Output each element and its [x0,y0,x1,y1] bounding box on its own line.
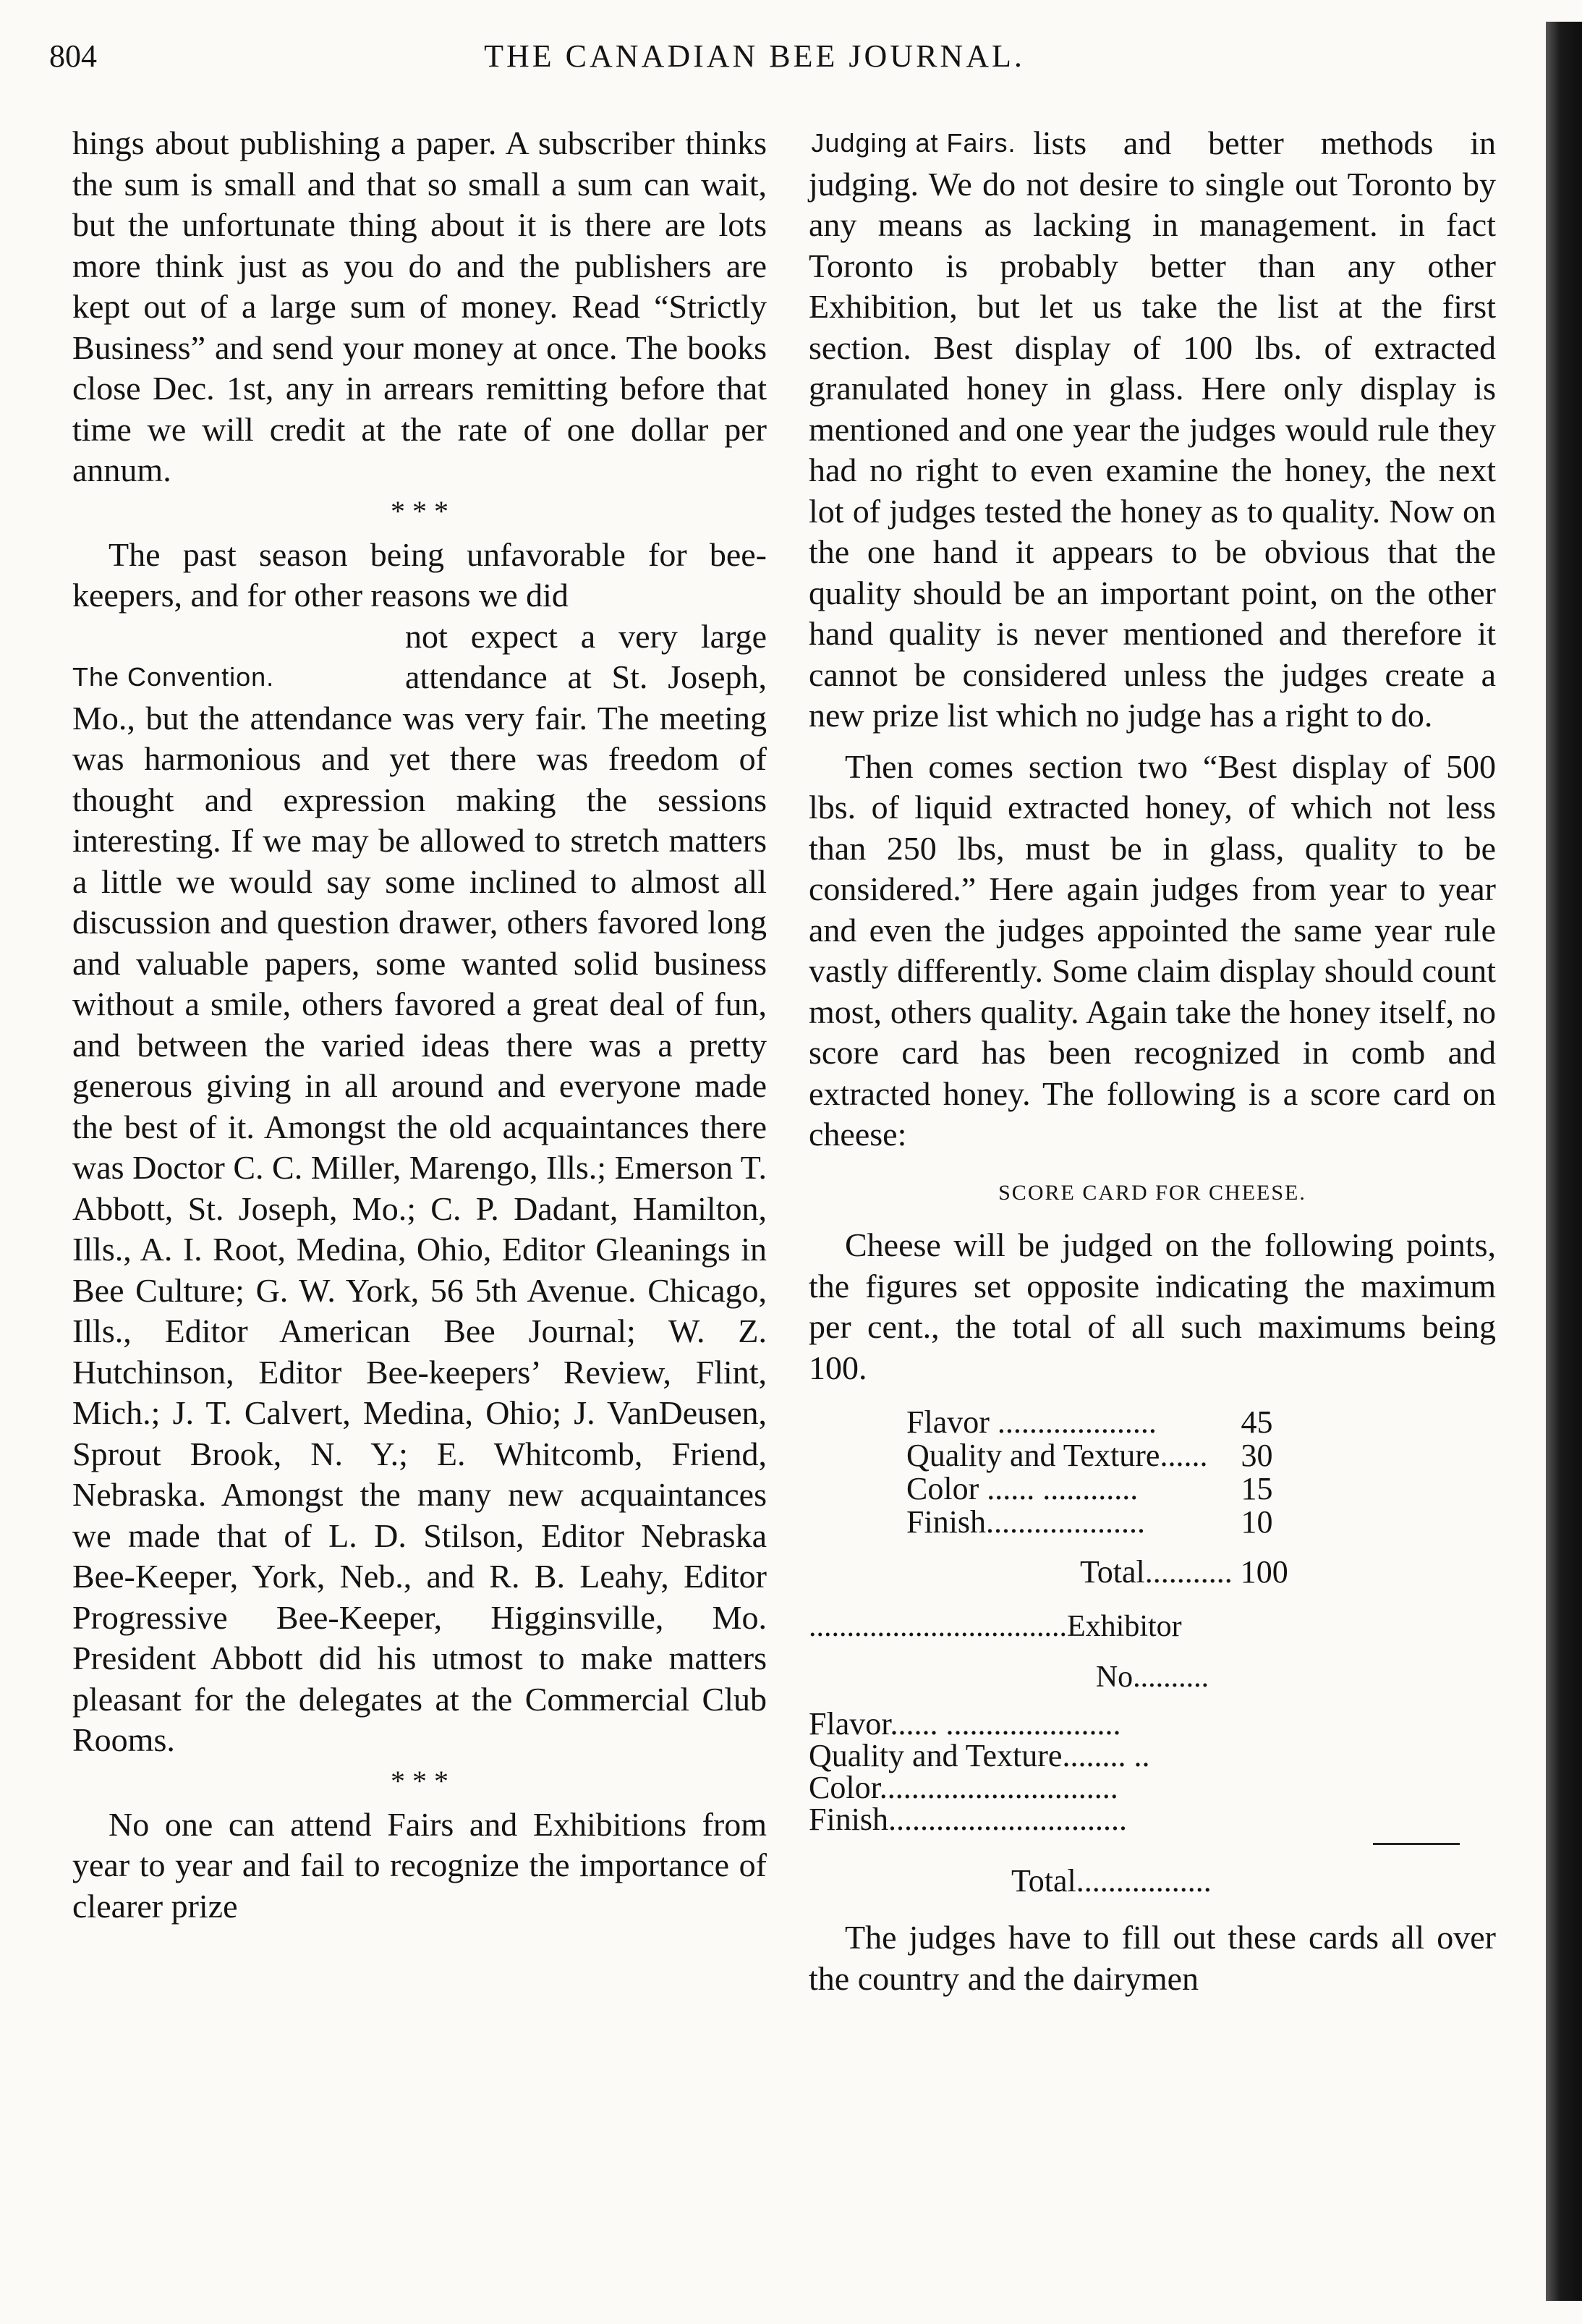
score-row [906,1506,1272,1539]
left-paragraph-3: No one can attend Fairs and Exhibitions from year to year and fail to recognize the importance of clearer prize [72,1805,767,1925]
score-item-value: 15 [1241,1471,1273,1506]
blank-total: Total................. [1011,1862,1212,1899]
left-paragraph-1: hings about publishing a paper. A subscriber thinks the sum is small and that so small a sum can wait, but the unfortunate thing about it is there are lots more think just as you do and the publishers are kept out of a large sum of money. Read “Strictly Business” and send your money at once. The books close Dec. 1st, any in arrears remitting before that time we will credit at the rate of one dollar per annum. [72,124,767,488]
blank-score-item: Finish.............................. [809,1801,1128,1837]
left-paragraph-2-text: not expect a very large attendance at St. Joseph, Mo., but the attendance was very fair. The meeting was harmonious and yet there was freedom of thought and expression making the sessions interesting. If we may be allowed to stretch matters a little we would say some inclined to almost all discussion and question drawer, others favored long and valuable papers, some wanted solid business without a smile, others favored a great deal of fun, and between the varied ideas there was a pretty generous giving in all around and everyone made the best of it. Amongst the old acquaintances there was Doctor C. C. Miller, Marengo, Ills.; Emerson T. Abbott, St. Joseph, Mo.; C. P. Dadant, Hamilton, Ills., A. I. Root, Medina, Ohio, Editor Gleanings in Bee Culture; G. W. York, 56 5th Avenue. Chicago, Ills., Editor American Bee Journal; W. Z. Hutchinson, Editor Bee-keepers’ Review, Flint, Mich.; J. T. Calvert, Medina, Ohio; J. VanDeusen, Sprout Brook, N. Y.; E. Whitcomb, Friend, Nebraska. Amongst the many new acquaintances we made that of L. D. Stilson, Editor Nebraska Bee-Keeper, York, Neb., and R. B. Leahy, Editor Progressive Bee-Keeper, Higginsville, Mo. President Abbott did his utmost to make matters pleasant for the delegates at the Commercial Club Rooms. [72,617,767,1758]
score-item-label: Finish.................... [906,1504,1146,1540]
total-rule [1373,1843,1460,1845]
right-paragraph-2: Then comes section two “Best display of 500 lbs. of liquid extracted honey, of which not less than 250 lbs, must be in glass, quality to be considered.” Here again judges from year to year and even the judges appointed the same year rule vastly differently. Some claim display should count most, others quality. Again take the honey itself, no score card has been recognized in comb and extracted honey. The following is a score card on cheese: [809,747,1496,1153]
right-paragraph-3: Cheese will be judged on the following points, the figures set opposite indicating the maximum per cent., the total of all such maximums being 100. [809,1226,1496,1386]
score-row [906,1439,1272,1472]
score-card-table [906,1406,1272,1539]
blank-score-item: Quality and Texture........ .. [809,1737,1150,1773]
page-header [49,38,1460,88]
left-paragraph-2-start: The past season being unfavorable for bee-keepers, and for other reasons we did [72,535,767,614]
score-item-value: 30 [1241,1438,1273,1473]
right-paragraph-4: The judges have to fill out these cards all over the country and the dairymen [809,1919,1496,1997]
score-total [1080,1552,1496,1593]
exhibitor-line: ..................................Exhibitor [809,1609,1182,1643]
right-column [809,123,1496,1999]
sidehead-the-convention: The Convention. [72,661,275,692]
scan-edge-shadow [1546,22,1582,2301]
score-total-value: 100 [1240,1554,1288,1590]
left-column [72,123,767,1927]
left-paragraph-2 [72,616,767,1761]
section-divider-stars-2: * * * [391,1764,448,1797]
score-row [906,1406,1272,1439]
score-item-label: Quality and Texture...... [906,1438,1208,1473]
blank-score-item: Flavor...... ...................... [809,1705,1121,1742]
score-item-label: Color ...... ............ [906,1471,1139,1506]
section-divider-stars: * * * [391,494,448,527]
blank-score-item: Color.............................. [809,1769,1118,1805]
blank-score-list [809,1705,1496,1837]
sidehead-judging-at-fairs: Judging at Fairs. [811,128,1016,158]
score-row [906,1472,1272,1506]
journal-title: THE CANADIAN BEE JOURNAL. [484,38,1025,74]
score-item-value: 10 [1241,1504,1273,1540]
score-item-value: 45 [1241,1404,1273,1440]
right-paragraph-1-text: lists and better methods in judging. We do not desire to single out Toronto by any means as lacking in management. in fact Toronto is probably better than any other Exhibition, but let us take the list at the first section. Best display of 100 lbs. of extracted granulated honey in glass. Here only display is mentioned and one year the judges would rule they had no right to even examine the honey, the next lot of judges tested the honey as to quality. Now on the one hand it appears to be obvious that the quality should be an important point, on the other hand quality is never mentioned and therefore it cannot be considered unless the judges create a new prize list which no judge has a right to do. [809,124,1496,734]
score-item-label: Flavor .................... [906,1404,1157,1440]
score-card-title: SCORE CARD FOR CHEESE. [998,1180,1306,1205]
right-paragraph-1 [809,123,1496,737]
page-number: 804 [49,38,97,74]
number-line: No.......... [1095,1661,1209,1694]
score-total-label: Total........... [1080,1554,1233,1590]
